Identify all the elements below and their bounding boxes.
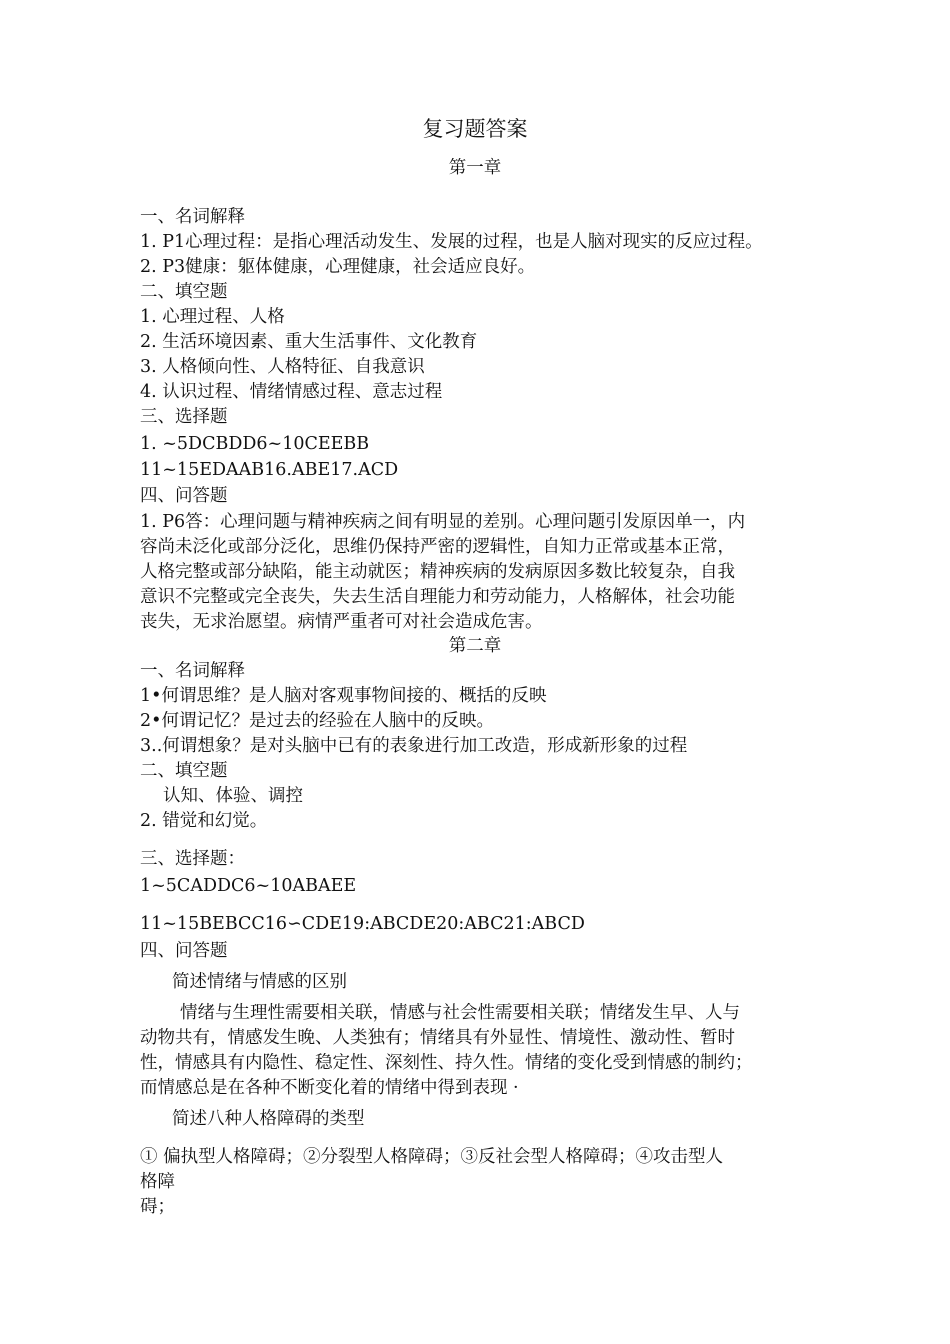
ch2-answer-paragraph: 情绪与生理性需要相关联，情感与社会性需要相关联；情绪发生早、人与 [180, 1003, 740, 1023]
ch2-answer-paragraph: 碍； [140, 1197, 175, 1217]
ch2-answer-paragraph: 动物共有，情感发生晚、人类独有；情绪具有外显性、情境性、激动性、暂时 [140, 1028, 735, 1048]
ch2-answer-paragraph: ① 偏执型人格障碍；②分裂型人格障碍；③反社会型人格障碍；④攻击型人 [140, 1147, 724, 1167]
ch1-section-heading: 一、名词解释 [140, 207, 245, 227]
ch2-definition-item: 3..何谓想象？是对头脑中已有的表象进行加工改造，形成新形象的过程 [140, 736, 688, 756]
ch1-fill-item: 2. 生活环境因素、重大生活事件、文化教育 [140, 332, 478, 352]
ch1-definition-item: 2. P3健康：躯体健康，心理健康，社会适应良好。 [140, 257, 536, 277]
ch2-section-heading: 一、名词解释 [140, 661, 245, 681]
ch1-fill-item: 4. 认识过程、情绪情感过程、意志过程 [140, 382, 443, 402]
chapter1-heading: 第一章 [448, 158, 502, 178]
ch2-answer-paragraph: 格障 [140, 1172, 175, 1192]
document-title: 复习题答案 [422, 117, 528, 141]
ch1-choice-answers: 11~15EDAAB16.ABE17.ACD [140, 460, 399, 480]
ch2-section-heading: 二、填空题 [140, 761, 228, 781]
ch1-section-heading: 二、填空题 [140, 282, 228, 302]
chapter2-heading: 第二章 [448, 636, 502, 656]
ch1-answer-paragraph: 丧失，无求治愿望。病情严重者可对社会造成危害。 [140, 612, 543, 632]
ch1-fill-item: 3. 人格倾向性、人格特征、自我意识 [140, 357, 425, 377]
ch1-answer-paragraph: 1. P6答：心理问题与精神疾病之间有明显的差别。心理问题引发原因单一，内 [140, 512, 746, 532]
ch1-answer-paragraph: 人格完整或部分缺陷，能主动就医；精神疾病的发病原因多数比较复杂，自我 [140, 562, 735, 582]
ch2-question-title: 简述八种人格障碍的类型 [172, 1109, 365, 1129]
ch2-section-heading: 四、问答题 [140, 941, 228, 961]
ch2-answer-paragraph: 而情感总是在各种不断变化着的情绪中得到表现 · [140, 1078, 519, 1098]
ch2-section-heading: 三、选择题： [140, 849, 245, 869]
ch2-choice-answers: 1~5CADDC6~10ABAEE [140, 876, 357, 896]
ch2-answer-paragraph: 性，情感具有内隐性、稳定性、深刻性、持久性。情绪的变化受到情感的制约； [140, 1053, 753, 1073]
ch2-definition-item: 1•何谓思维？是人脑对客观事物间接的、概括的反映 [140, 686, 547, 706]
ch1-fill-item: 1. 心理过程、人格 [140, 307, 285, 327]
ch2-choice-answers: 11~15BEBCC16∽CDE19:ABCDE20:ABC21:ABCD [140, 914, 585, 934]
ch2-fill-item: 2. 错觉和幻觉。 [140, 811, 268, 831]
ch1-definition-item: 1. P1心理过程：是指心理活动发生、发展的过程，也是人脑对现实的反应过程。 [140, 232, 763, 252]
ch1-answer-paragraph: 容尚未泛化或部分泛化，思维仍保持严密的逻辑性，自知力正常或基本正常， [140, 537, 735, 557]
ch1-choice-answers: 1. ~5DCBDD6~10CEEBB [140, 434, 370, 454]
ch2-definition-item: 2•何谓记忆？是过去的经验在人脑中的反映。 [140, 711, 494, 731]
ch2-question-title: 简述情绪与情感的区别 [172, 972, 347, 992]
ch1-answer-paragraph: 意识不完整或完全丧失，失去生活自理能力和劳动能力，人格解体，社会功能 [140, 587, 735, 607]
ch2-fill-item: 认知、体验、调控 [163, 786, 303, 806]
ch1-section-heading: 四、问答题 [140, 486, 228, 506]
ch1-section-heading: 三、选择题 [140, 407, 228, 427]
